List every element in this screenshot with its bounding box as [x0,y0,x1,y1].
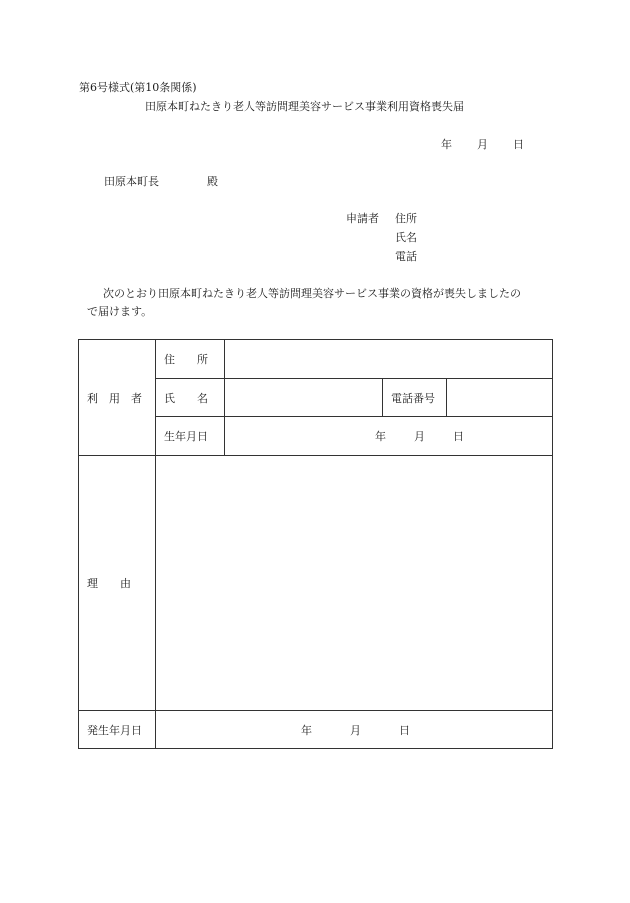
reason-label-cell [79,456,156,711]
occurrence-year-label: 年 [301,723,312,737]
date-month-label: 月 [477,138,488,151]
address-field[interactable] [225,340,553,379]
form-table [78,339,553,749]
applicant-label: 申請者 [346,212,379,225]
birth-day-label: 日 [453,430,464,443]
name-label-cell [156,379,225,417]
reason-field[interactable] [156,456,553,711]
birth-date-field[interactable] [225,417,553,456]
addressee-name: 田原本町長 [104,175,159,188]
address-label-cell [156,340,225,379]
birth-year-label: 年 [375,430,386,443]
birth-label: 生年月日 [164,430,208,443]
occurrence-date-field[interactable] [156,711,553,749]
body-text-line2: で届けます。 [87,305,153,318]
occurrence-label-cell [79,711,156,749]
occurrence-day-label: 日 [399,723,410,737]
body-text-line1: 次のとおり田原本町ねたきり老人等訪問理美容サービス事業の資格が喪失しましたの [103,287,521,300]
applicant-phone-label: 電話 [395,250,417,263]
addressee-honorific: 殿 [207,175,218,188]
applicant-address-label: 住所 [395,212,417,225]
phone-label-cell [383,379,447,417]
birth-label-cell [156,417,225,456]
user-section-cell [79,340,156,456]
form-number: 第6号様式(第10条関係) [79,81,197,94]
name-label: 氏 名 [164,391,208,405]
user-label: 利 用 者 [87,391,142,405]
phone-label: 電話番号 [391,391,435,405]
name-field[interactable] [225,379,383,417]
birth-month-label: 月 [414,430,425,443]
reason-label: 理 由 [87,577,131,590]
address-label: 住 所 [164,353,208,366]
form-title: 田原本町ねたきり老人等訪問理美容サービス事業利用資格喪失届 [145,100,464,113]
date-year-label: 年 [441,138,452,151]
date-day-label: 日 [513,138,524,151]
applicant-name-label: 氏名 [395,231,417,244]
phone-field[interactable] [447,379,553,417]
occurrence-label: 発生年月日 [87,723,142,737]
occurrence-month-label: 月 [350,723,361,737]
